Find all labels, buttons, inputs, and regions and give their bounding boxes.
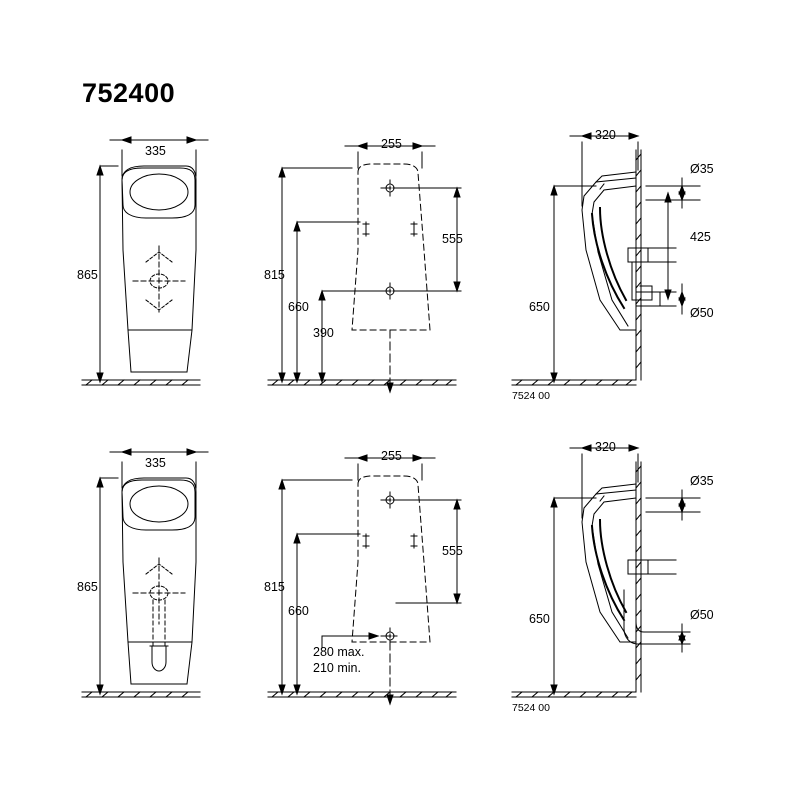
dim-plan-top-low-height: 390 xyxy=(313,326,334,340)
dim-plan-top-mid-height: 660 xyxy=(288,300,309,314)
side-view-top-geometry xyxy=(512,133,700,385)
product-code-top: 7524 00 xyxy=(512,390,550,402)
product-code-bottom: 7524 00 xyxy=(512,702,550,714)
front-view-bottom-geometry xyxy=(82,449,208,697)
dim-front-top-width: 335 xyxy=(145,144,166,158)
note-plan-bottom-min: 210 min. xyxy=(313,661,361,675)
plan-view-bottom-geometry xyxy=(268,455,461,704)
dim-front-bottom-height: 865 xyxy=(77,580,98,594)
dim-side-bottom-inlet: Ø35 xyxy=(690,474,714,488)
dim-front-bottom-width: 335 xyxy=(145,456,166,470)
page-title: 752400 xyxy=(82,78,176,108)
dim-side-bottom-outlet: Ø50 xyxy=(690,608,714,622)
dim-front-top-height: 865 xyxy=(77,268,98,282)
side-view-bottom-geometry xyxy=(512,445,700,697)
dim-side-top-inlet-height: 425 xyxy=(690,230,711,244)
plan-view-top-geometry xyxy=(268,143,461,392)
dim-side-top-inlet: Ø35 xyxy=(690,162,714,176)
dim-side-top-depth: 320 xyxy=(595,128,616,142)
front-view-top-geometry xyxy=(82,137,208,385)
dim-plan-top-width: 255 xyxy=(381,137,402,151)
dim-side-top-rim-height: 650 xyxy=(529,300,550,314)
dim-side-top-outlet: Ø50 xyxy=(690,306,714,320)
dim-side-bottom-depth: 320 xyxy=(595,440,616,454)
dim-plan-top-total-height: 815 xyxy=(264,268,285,282)
note-plan-bottom-max: 280 max. xyxy=(313,645,365,659)
dim-side-bottom-rim-height: 650 xyxy=(529,612,550,626)
dim-plan-bottom-total-height: 815 xyxy=(264,580,285,594)
dim-plan-bottom-depth: 555 xyxy=(442,544,463,558)
dim-plan-top-depth: 555 xyxy=(442,232,463,246)
dim-plan-bottom-mid-height: 660 xyxy=(288,604,309,618)
dim-plan-bottom-width: 255 xyxy=(381,449,402,463)
